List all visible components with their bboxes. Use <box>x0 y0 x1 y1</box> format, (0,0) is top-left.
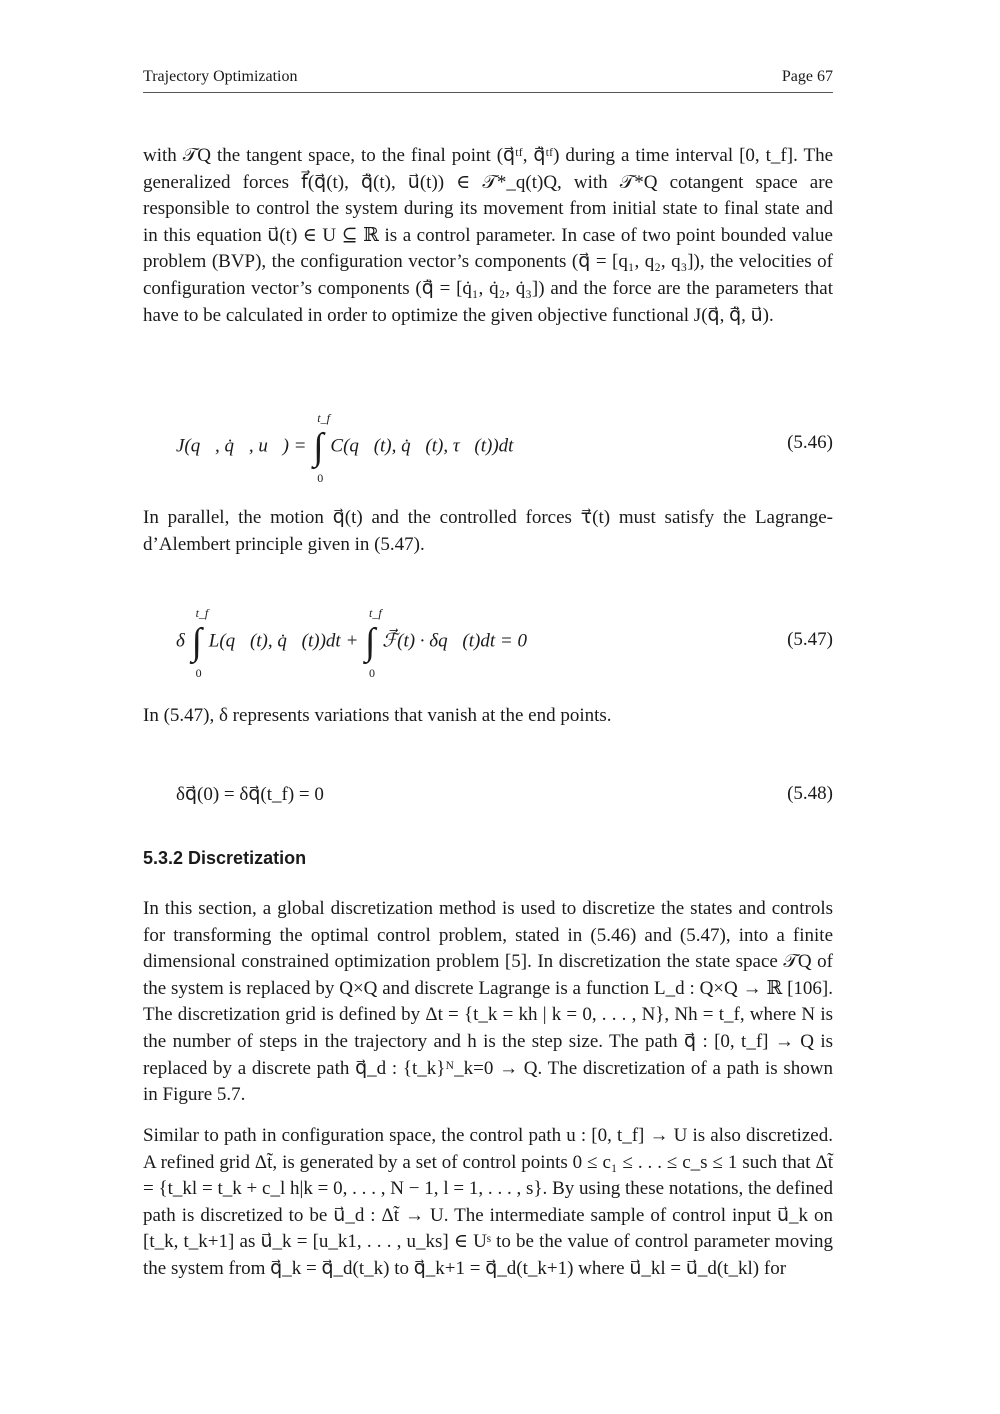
running-title: Trajectory Optimization <box>143 68 298 85</box>
paragraph-discretization: In this section, a global discretization method is used to discretize the states and controls for transforming the optimal control problem, stated in (5.46) and (5.47), into a finite dimensional constrained optimization problem [5]. In discretization the state space 𝒯Q of the system is replaced by Q×Q and discrete Lagrange is a function L_d : Q×Q → ℝ [106]. The discretization grid is defined by Δt = {t_k = kh | k = 0, . . . , N}, Nh = t_f, where N is the number of steps in the trajectory and h is the step size. The path q⃗ : [0, t_f] → Q is replaced by a discrete path q⃗_d : {t_k}ᴺ_k=0 → Q. The discretization of a path is shown in Figure 5.7. <box>143 898 833 1106</box>
second-integrand: ℱ⃗(t) · δq⃗(t)dt = 0 <box>382 630 527 652</box>
equation-integrand: C(q⃗(t), q̇⃗(t), τ⃗(t))dt <box>330 435 514 457</box>
integral-upper-limit: t_f <box>317 411 330 425</box>
equation-number: (5.47) <box>787 629 833 650</box>
equation-5-48 <box>143 783 833 813</box>
integral-lower-limit: 0 <box>369 666 376 680</box>
section-heading: 5.3.2 Discretization <box>143 848 307 868</box>
paragraph-control-path: Similar to path in configuration space, the control path u : [0, t_f] → U is also discretized. A refined grid Δt̃, is generated by a set of control points 0 ≤ c₁ ≤ . . . ≤ c_s ≤ 1 such that Δt̃ = {t_kl = t_k + c_l h|k = 0, . . . , N − 1, l = 1, . . . , s}. By using these notations, the defined path is discretized to be u⃗_d : Δt̃ → U. The intermediate sample of control input u⃗_k on [t_k, t_k+1] as u⃗_k = [u_k1, . . . , u_ks] ∈ Uˢ to be the value of control parameter moving the system from q⃗_k = q⃗_d(t_k) to q⃗_k+1 = q⃗_d(t_k+1) where u⃗_kl = u⃗_d(t_kl) for <box>143 1125 833 1279</box>
equation-body <box>176 606 527 680</box>
delta-prefix: δ <box>176 630 185 652</box>
integral-sign: ∫ t_f 0 <box>365 606 382 680</box>
integral-sign: ∫ t_f 0 <box>313 411 330 485</box>
first-integrand: L(q⃗(t), q̇⃗(t))dt + <box>208 630 359 652</box>
paragraph-variations: In (5.47), δ represents variations that vanish at the end points. <box>143 705 612 726</box>
integral-lower-limit: 0 <box>195 666 202 680</box>
equation-body: δq⃗(0) = δq⃗(t_f) = 0 <box>176 784 324 805</box>
equation-number: (5.46) <box>787 432 833 453</box>
integral-lower-limit: 0 <box>317 471 324 485</box>
equation-body <box>176 411 514 485</box>
integral-sign: ∫ t_f 0 <box>191 606 209 680</box>
equation-lhs: J(q⃗, q̇⃗, u⃗) = <box>176 435 307 457</box>
equation-number: (5.48) <box>787 783 833 804</box>
paragraph-tangent-space: with 𝒯Q the tangent space, to the final point (q⃗ᵗᶠ, q̇⃗ᵗᶠ) during a time interval [0, t_f]. The generalized forces f⃗(q⃗(t), q̇⃗(t), u⃗(t)) ∈ 𝒯*_q(t)Q, with 𝒯*Q cotangent space are responsible to control the system during its movement from initial state to final state and in this equation u⃗(t) ∈ U ⊆ ℝ is a control parameter. In case of two point bounded value problem (BVP), the configuration vector’s components (q⃗ = [q₁, q₂, q₃]), the velocities of configuration vector’s components (q̇⃗ = [q̇₁, q̇₂, q̇₃]) and the force are the parameters that have to be calculated in order to optimize the given objective functional J(q⃗, q̇⃗, u⃗). <box>143 145 833 326</box>
paragraph-lagrange: In parallel, the motion q⃗(t) and the controlled forces τ⃗(t) must satisfy the Lagrange-d’Alembert principle given in (5.47). <box>143 507 833 555</box>
page-number: Page 67 <box>781 68 833 85</box>
equation-5-47 <box>143 605 833 680</box>
equation-5-46 <box>143 410 833 485</box>
running-header <box>143 68 833 93</box>
integral-upper-limit: t_f <box>195 606 209 620</box>
integral-upper-limit: t_f <box>369 606 382 620</box>
